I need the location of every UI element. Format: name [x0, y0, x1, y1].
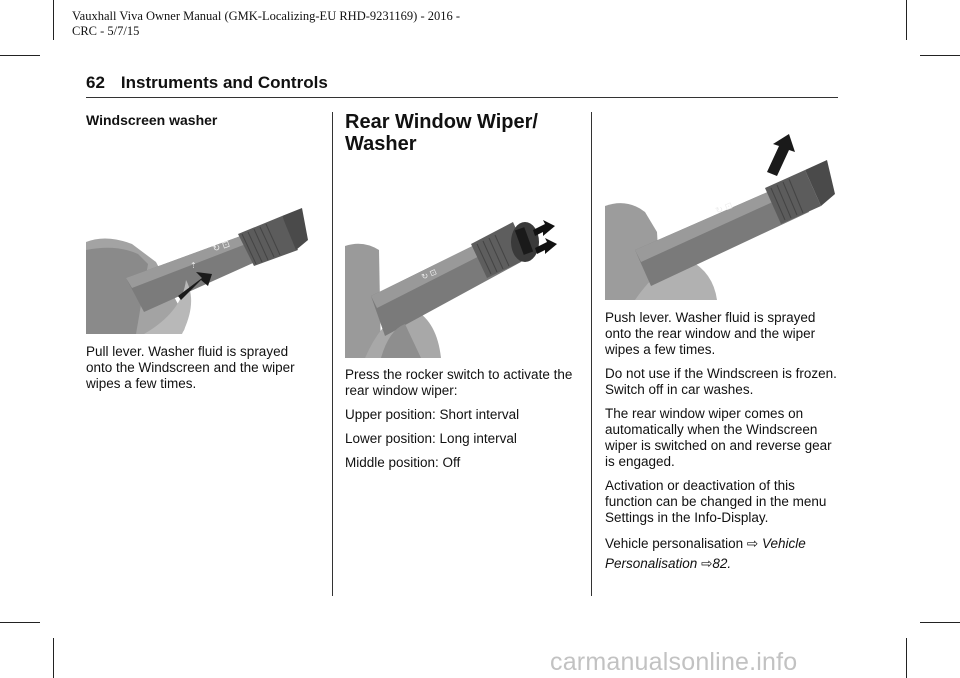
section-title: Instruments and Controls	[120, 73, 328, 92]
crop-mark	[0, 55, 40, 56]
body-paragraph: The rear window wiper comes on automatically when the Windscreen wiper is switched on and reverse gear is engaged.	[605, 406, 832, 469]
site-watermark: carmanualsonline.info	[550, 648, 798, 676]
body-paragraph: Do not use if the Windscreen is frozen. Switch off in car washes.	[605, 366, 837, 397]
column-1	[86, 112, 318, 128]
svg-text:↻ ⊡: ↻ ⊡	[420, 267, 439, 282]
header-rule	[86, 97, 838, 98]
column-2	[345, 111, 577, 155]
position-upper: Upper position: Short interval	[345, 407, 520, 422]
page-reference-icon: ⇨	[746, 536, 759, 551]
page-header	[86, 73, 328, 93]
rear-washer-push-illustration	[605, 132, 837, 300]
windscreen-washer-illustration	[86, 192, 308, 334]
body-paragraph: Push lever. Washer fluid is sprayed onto the rear window and the wiper wipes a few times.	[605, 310, 816, 357]
cross-reference-page[interactable]: 82	[712, 556, 728, 571]
body-paragraph: Activation or deactivation of this function can be changed in the menu Settings in the Info-Display.	[605, 478, 827, 525]
section-heading-line-1: Rear Window Wiper/	[345, 111, 538, 133]
rear-wiper-rocker-illustration	[345, 212, 557, 358]
crop-mark	[920, 55, 960, 56]
column-2-body	[345, 367, 577, 479]
crop-mark	[906, 638, 907, 678]
column-divider	[591, 112, 592, 596]
cross-reference-text: Vehicle personalisation	[605, 536, 744, 551]
crop-mark	[0, 622, 40, 623]
svg-text:↻ ⊡: ↻ ⊡	[211, 238, 232, 254]
column-1-body	[86, 344, 318, 400]
metadata-line-1: Vauxhall Viva Owner Manual (GMK-Localizing-EU RHD-9231169) - 2016 -	[72, 9, 461, 23]
position-lower: Lower position: Long interval	[345, 431, 517, 446]
cross-reference-link[interactable]: Vehicle Personalisation	[605, 536, 806, 571]
crop-mark	[920, 622, 960, 623]
metadata-line-2: CRC - 5/7/15	[72, 24, 140, 38]
crop-mark	[53, 0, 54, 40]
section-heading-line-2: Washer	[345, 133, 417, 155]
print-metadata	[72, 9, 460, 39]
crop-mark	[53, 638, 54, 678]
cross-reference: Vehicle personalisation ⇨ Vehicle Personalisation ⇨82.	[605, 536, 806, 571]
page-reference-icon: ⇨	[701, 556, 713, 571]
subsection-heading: Windscreen washer	[86, 112, 218, 128]
page-number: 62	[86, 73, 105, 92]
intro-paragraph: Press the rocker switch to activate the rear window wiper:	[345, 367, 573, 398]
svg-text:⇡: ⇡	[190, 261, 197, 270]
column-3-body	[605, 310, 837, 582]
svg-text:↻ ⊡: ↻ ⊡	[714, 199, 735, 216]
position-middle: Middle position: Off	[345, 455, 461, 470]
crop-mark	[906, 0, 907, 40]
body-paragraph: Pull lever. Washer fluid is sprayed onto the Windscreen and the wiper wipes a few times.	[86, 344, 295, 391]
column-divider	[332, 112, 333, 596]
